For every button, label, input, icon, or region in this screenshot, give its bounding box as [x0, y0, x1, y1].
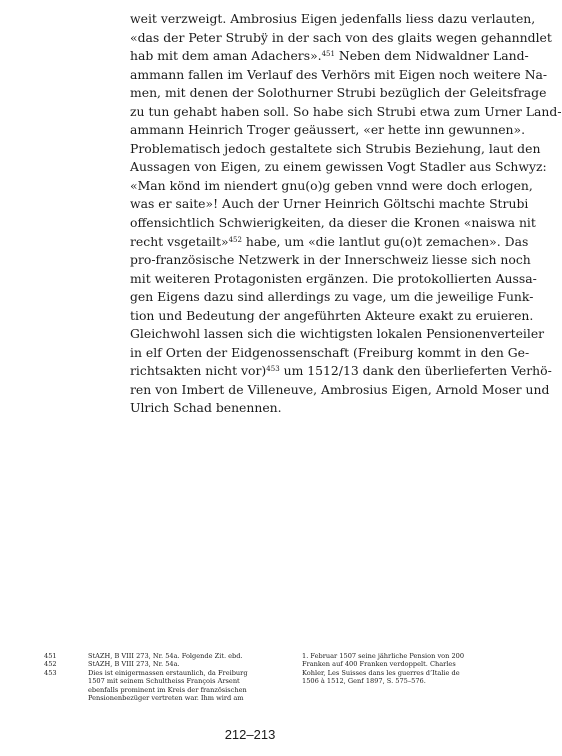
- footnote-line: 1507 mit seinem Schultheiss François Arsent: [88, 677, 240, 686]
- footnote-ref-453[interactable]: 453: [266, 365, 280, 374]
- text-line: «das der Peter Strubÿ in der sach von des glaits wegen gehanndlet: [130, 29, 552, 45]
- text-line: Problematisch jedoch gestaltete sich Strubis Beziehung, laut den: [130, 140, 541, 156]
- text-line: offensichtlich Schwierigkeiten, da dieser die Kronen «naiswa nit: [130, 215, 536, 231]
- text-line: ammann Heinrich Troger geäussert, «er hette inn gewunnen».: [130, 122, 526, 138]
- footnote-ref-452[interactable]: 452: [228, 235, 242, 244]
- text-line: tion und Bedeutung der angeführten Akteure exakt zu eruieren.: [130, 307, 534, 323]
- text-line: «Man könd im niendert gnu(o)g geben vnnd were doch erlogen,: [130, 177, 533, 193]
- text-line: ammann fallen im Verlauf des Verhörs mit Eigen noch weitere Na-: [130, 66, 548, 82]
- text-line: pro-französische Netzwerk in der Innerschweiz liesse sich noch: [130, 252, 531, 268]
- footnotes-column-left: [88, 652, 266, 702]
- footnote-line: Pensionenbezüger vertreten war. Ihm wird am: [88, 694, 244, 703]
- text-line: was er saite»! Auch der Urner Heinrich Göltschi machte Strubi: [130, 196, 529, 212]
- text-line: Ulrich Schad benennen.: [130, 400, 282, 416]
- footnote-line: 1506 à 1512, Genf 1897, S. 575–576.: [302, 677, 426, 686]
- footnote-line: 1. Februar 1507 seine jährliche Pension von 200: [302, 652, 465, 660]
- footnote-line: Dies ist einigermassen erstaunlich, da Freiburg: [88, 668, 248, 677]
- footnote-line: StAZH, B VIII 273, Nr. 54a. Folgende Zit. ebd.: [88, 652, 243, 660]
- footnote-line: Kohler, Les Suisses dans les guerres d’Italie de: [302, 668, 460, 677]
- footnote-numbers: [44, 652, 74, 677]
- text-line: in elf Orten der Eidgenossenschaft (Freiburg kommt in den Ge-: [130, 344, 530, 360]
- footnote-number: 452: [44, 660, 57, 669]
- text-line: men, mit denen der Solothurner Strubi bezüglich der Geleitsfrage: [130, 85, 547, 101]
- footnote-number: 453: [44, 668, 57, 677]
- footnote-line: StAZH, B VIII 273, Nr. 54a.: [88, 660, 180, 669]
- text-line: mit weiteren Protagonisten ergänzen. Die protokollierten Aussa-: [130, 270, 537, 286]
- footnote-ref-451[interactable]: 451: [321, 50, 335, 59]
- text-line: Gleichwohl lassen sich die wichtigsten lokalen Pensionenverteiler: [130, 326, 545, 342]
- text-line: weit verzweigt. Ambrosius Eigen jedenfalls liess dazu verlauten,: [130, 11, 536, 26]
- text-line: gen Eigens dazu sind allerdings zu vage, um die jeweilige Funk-: [130, 289, 534, 305]
- text-line: hab mit dem aman Adachers».$^{451}$ Neben dem Nidwaldner Land-: [130, 48, 529, 64]
- text-line: ren von Imbert de Villeneuve, Ambrosius Eigen, Arnold Moser und: [130, 381, 550, 397]
- main-text: [130, 10, 562, 418]
- footnotes-column-right: [302, 652, 472, 686]
- text-line: recht vsgetailt»$^{452}$ habe, um «die lantlut gu(o)t zemachen». Das: [130, 233, 529, 249]
- text-line: richtsakten nicht vor)$^{453}$ um 1512/13 dank den überlieferten Verhö-: [130, 363, 552, 379]
- footnote-line: ebenfalls prominent im Kreis der französischen: [88, 685, 247, 694]
- page-number: 212–213: [224, 727, 276, 742]
- footnote-number: 451: [44, 652, 57, 660]
- text-line: zu tun gehabt haben soll. So habe sich Strubi etwa zum Urner Land-: [130, 103, 562, 119]
- footnote-line: Franken auf 400 Franken verdoppelt. Charles: [302, 660, 456, 669]
- text-line: Aussagen von Eigen, zu einem gewissen Vogt Stadler aus Schwyz:: [130, 159, 547, 175]
